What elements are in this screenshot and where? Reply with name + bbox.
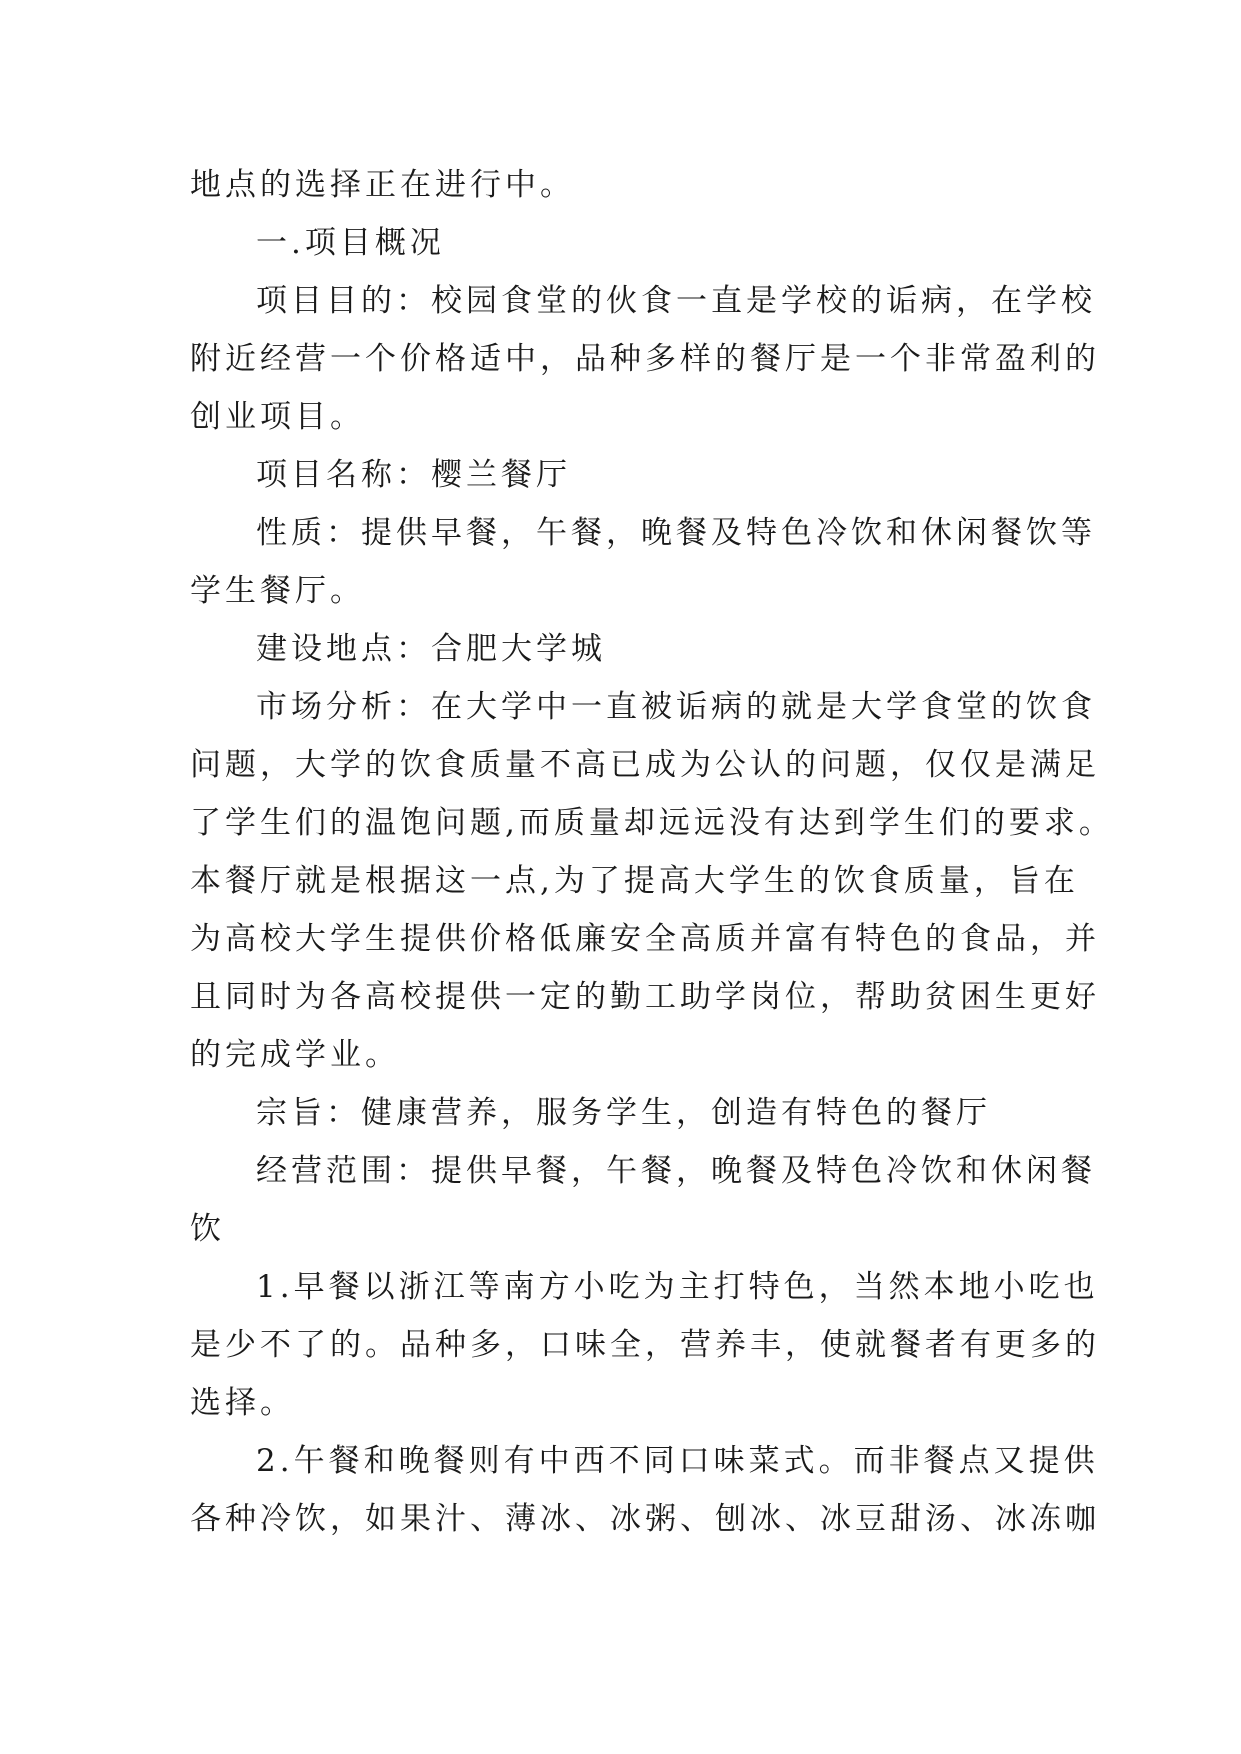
text-line: 学生餐厅。 (190, 573, 365, 609)
list-item-text: 2.午餐和晚餐则有中西不同口味菜式。而非餐点又提供 (256, 1443, 1099, 1479)
text-line: 是少不了的。品种多，口味全，营养丰，使就餐者有更多的 (190, 1327, 1100, 1363)
text-line: 附近经营一个价格适中，品种多样的餐厅是一个非常盈利的 (190, 341, 1100, 377)
text-line: 选择。 (190, 1385, 295, 1421)
text-line: 饮 (190, 1211, 225, 1247)
list-item-text: 1.早餐以浙江等南方小吃为主打特色，当然本地小吃也 (256, 1269, 1099, 1305)
text-line: 项目名称：樱兰餐厅 (256, 457, 571, 493)
text-line: 创业项目。 (190, 399, 365, 435)
text-line: 问题，大学的饮食质量不高已成为公认的问题，仅仅是满足 (190, 747, 1100, 783)
text-line: 经营范围：提供早餐，午餐，晚餐及特色冷饮和休闲餐 (256, 1153, 1096, 1189)
section-heading: 一.项目概况 (256, 225, 445, 261)
text-line: 本餐厅就是根据这一点,为了提高大学生的饮食质量，旨在 (190, 863, 1079, 899)
text-line: 了学生们的温饱问题,而质量却远远没有达到学生们的要求。 (190, 805, 1114, 841)
text-line: 性质：提供早餐，午餐，晚餐及特色冷饮和休闲餐饮等 (256, 515, 1096, 551)
text-line: 且同时为各高校提供一定的勤工助学岗位，帮助贫困生更好 (190, 979, 1100, 1015)
document-body (190, 156, 1114, 1548)
text-line: 宗旨：健康营养，服务学生，创造有特色的餐厅 (256, 1095, 991, 1131)
text-line: 各种冷饮，如果汁、薄冰、冰粥、刨冰、冰豆甜汤、冰冻咖 (190, 1501, 1100, 1537)
text-line: 建设地点：合肥大学城 (256, 631, 606, 667)
text-line: 市场分析：在大学中一直被诟病的就是大学食堂的饮食 (256, 689, 1096, 725)
text-line: 项目目的：校园食堂的伙食一直是学校的诟病，在学校 (256, 283, 1096, 319)
text-line: 的完成学业。 (190, 1037, 400, 1073)
text-line: 为高校大学生提供价格低廉安全高质并富有特色的食品，并 (190, 921, 1100, 957)
text-line: 地点的选择正在进行中。 (190, 167, 575, 203)
